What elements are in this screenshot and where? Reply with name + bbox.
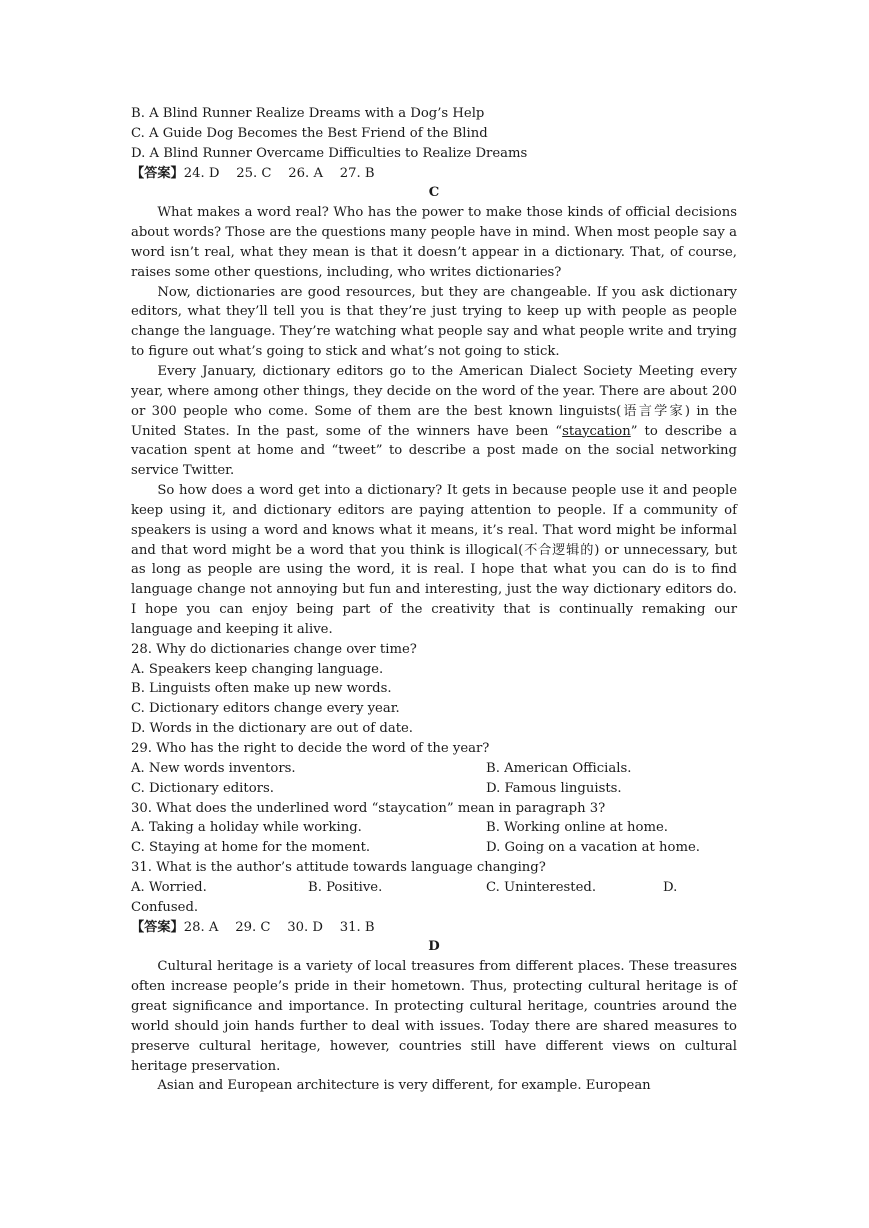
- question-31-stem: 31. What is the author’s attitude towards language changing?: [131, 860, 546, 876]
- answer-text: 28. A 29. C 30. D 31. B: [183, 919, 375, 935]
- question-28-stem: 28. Why do dictionaries change over time?: [131, 641, 417, 657]
- question-28-option-c: C. Dictionary editors change every year.: [131, 701, 400, 717]
- question-29-option-b: B. American Officials.: [486, 760, 632, 776]
- question-31-option-a: A. Worried.: [131, 879, 207, 895]
- passage-c-paragraph-2: Now, dictionaries are good resources, but they are changeable. If you ask dictionary editors, what they’ll tell you is that they’re just trying to keep up with people as people change the language. They’re watching what people say and what people write and trying to figure out what’s going to stick and what’s not going to stick.: [131, 284, 737, 360]
- question-30-option-c: C. Staying at home for the moment.: [131, 840, 371, 856]
- passage-c-paragraph-1: What makes a word real? Who has the power to make those kinds of official decisions about words? Those are the questions many people have in mind. When most people say a word isn’t real, what they mean is that it doesn’t appear in a dictionary. That, of course, raises some other questions, including, who writes dictionaries?: [131, 205, 737, 280]
- answer-text: 24. D 25. C 26. A 27. B: [183, 165, 375, 181]
- section-heading-c: C: [428, 185, 440, 201]
- question-31-option-d-text: Confused.: [131, 899, 199, 915]
- prev-answer-key: [131, 164, 737, 184]
- prev-option-d: D. A Blind Runner Overcame Difficulties to Realize Dreams: [131, 145, 528, 161]
- question-28-option-b: B. Linguists often make up new words.: [131, 681, 392, 697]
- question-30-option-b: B. Working online at home.: [486, 820, 668, 836]
- underlined-word-staycation: staycation: [562, 423, 631, 439]
- section-c-answer-key: [131, 918, 737, 938]
- prev-option-c: C. A Guide Dog Becomes the Best Friend of the Blind: [131, 125, 488, 141]
- question-30-options-row-2: [131, 838, 737, 858]
- passage-c-paragraph-3: [131, 362, 737, 481]
- answer-label: 【答案】: [131, 165, 184, 181]
- question-30-option-d: D. Going on a vacation at home.: [486, 840, 700, 856]
- question-31-options-row: [131, 878, 737, 898]
- document-page: [131, 104, 737, 1096]
- section-heading-d: D: [428, 939, 440, 955]
- passage-c-paragraph-4: So how does a word get into a dictionary? It gets in because people use it and people keep using it, and dictionary editors are paying attention to people. If a community of speakers is using a word and knows what it means, it’s real. That word might be informal and that word might be a word that you think is illogical(不合逻辑的) or unnecessary, but as long as people are using the word, it is real. I hope that what you can do is to find language change not annoying but fun and interesting, just the way dictionary editors do. I hope you can enjoy being part of the creativity that is continually remaking our language and keeping it alive.: [131, 483, 737, 637]
- answer-label: 【答案】: [131, 919, 184, 935]
- question-28-option-a: A. Speakers keep changing language.: [131, 661, 384, 677]
- question-29-options-row-1: [131, 759, 737, 779]
- question-29-options-row-2: [131, 779, 737, 799]
- paragraph-3-text-after: ” to describe a vacation spent at home and “tweet” to describe a post made on the social networking service Twitter.: [131, 423, 737, 479]
- question-30-options-row-1: [131, 818, 737, 838]
- question-31-option-b: B. Positive.: [308, 879, 383, 895]
- question-31-option-d: D.: [663, 879, 678, 895]
- paragraph-3-text-before: Every January, dictionary editors go to the American Dialect Society Meeting every year, where among other things, they decide on the word of the year. There are about 200 or 300 people who come. Some of them are the best known linguists(语言学家) in the United States. In the past, some of the winners have been “: [131, 363, 737, 439]
- prev-option-b: B. A Blind Runner Realize Dreams with a Dog’s Help: [131, 106, 485, 121]
- question-30-stem: 30. What does the underlined word “staycation” mean in paragraph 3?: [131, 800, 606, 816]
- question-30-option-a: A. Taking a holiday while working.: [131, 820, 362, 836]
- question-29-option-c: C. Dictionary editors.: [131, 780, 274, 796]
- question-29-option-a: A. New words inventors.: [131, 760, 296, 776]
- question-29-stem: 29. Who has the right to decide the word of the year?: [131, 741, 490, 756]
- passage-d-paragraph-2: Asian and European architecture is very different, for example. European: [157, 1078, 651, 1094]
- question-28-option-d: D. Words in the dictionary are out of date.: [131, 721, 413, 737]
- passage-d-paragraph-1: Cultural heritage is a variety of local treasures from different places. These treasures often increase people’s pride in their hometown. Thus, protecting cultural heritage is of great significance and importance. In protecting cultural heritage, countries around the world should join hands further to deal with issues. Today there are shared measures to preserve cultural heritage, however, countries still have different views on cultural heritage preservation.: [131, 959, 737, 1074]
- question-31-option-c: C. Uninterested.: [486, 879, 597, 895]
- question-29-option-d: D. Famous linguists.: [486, 780, 622, 796]
